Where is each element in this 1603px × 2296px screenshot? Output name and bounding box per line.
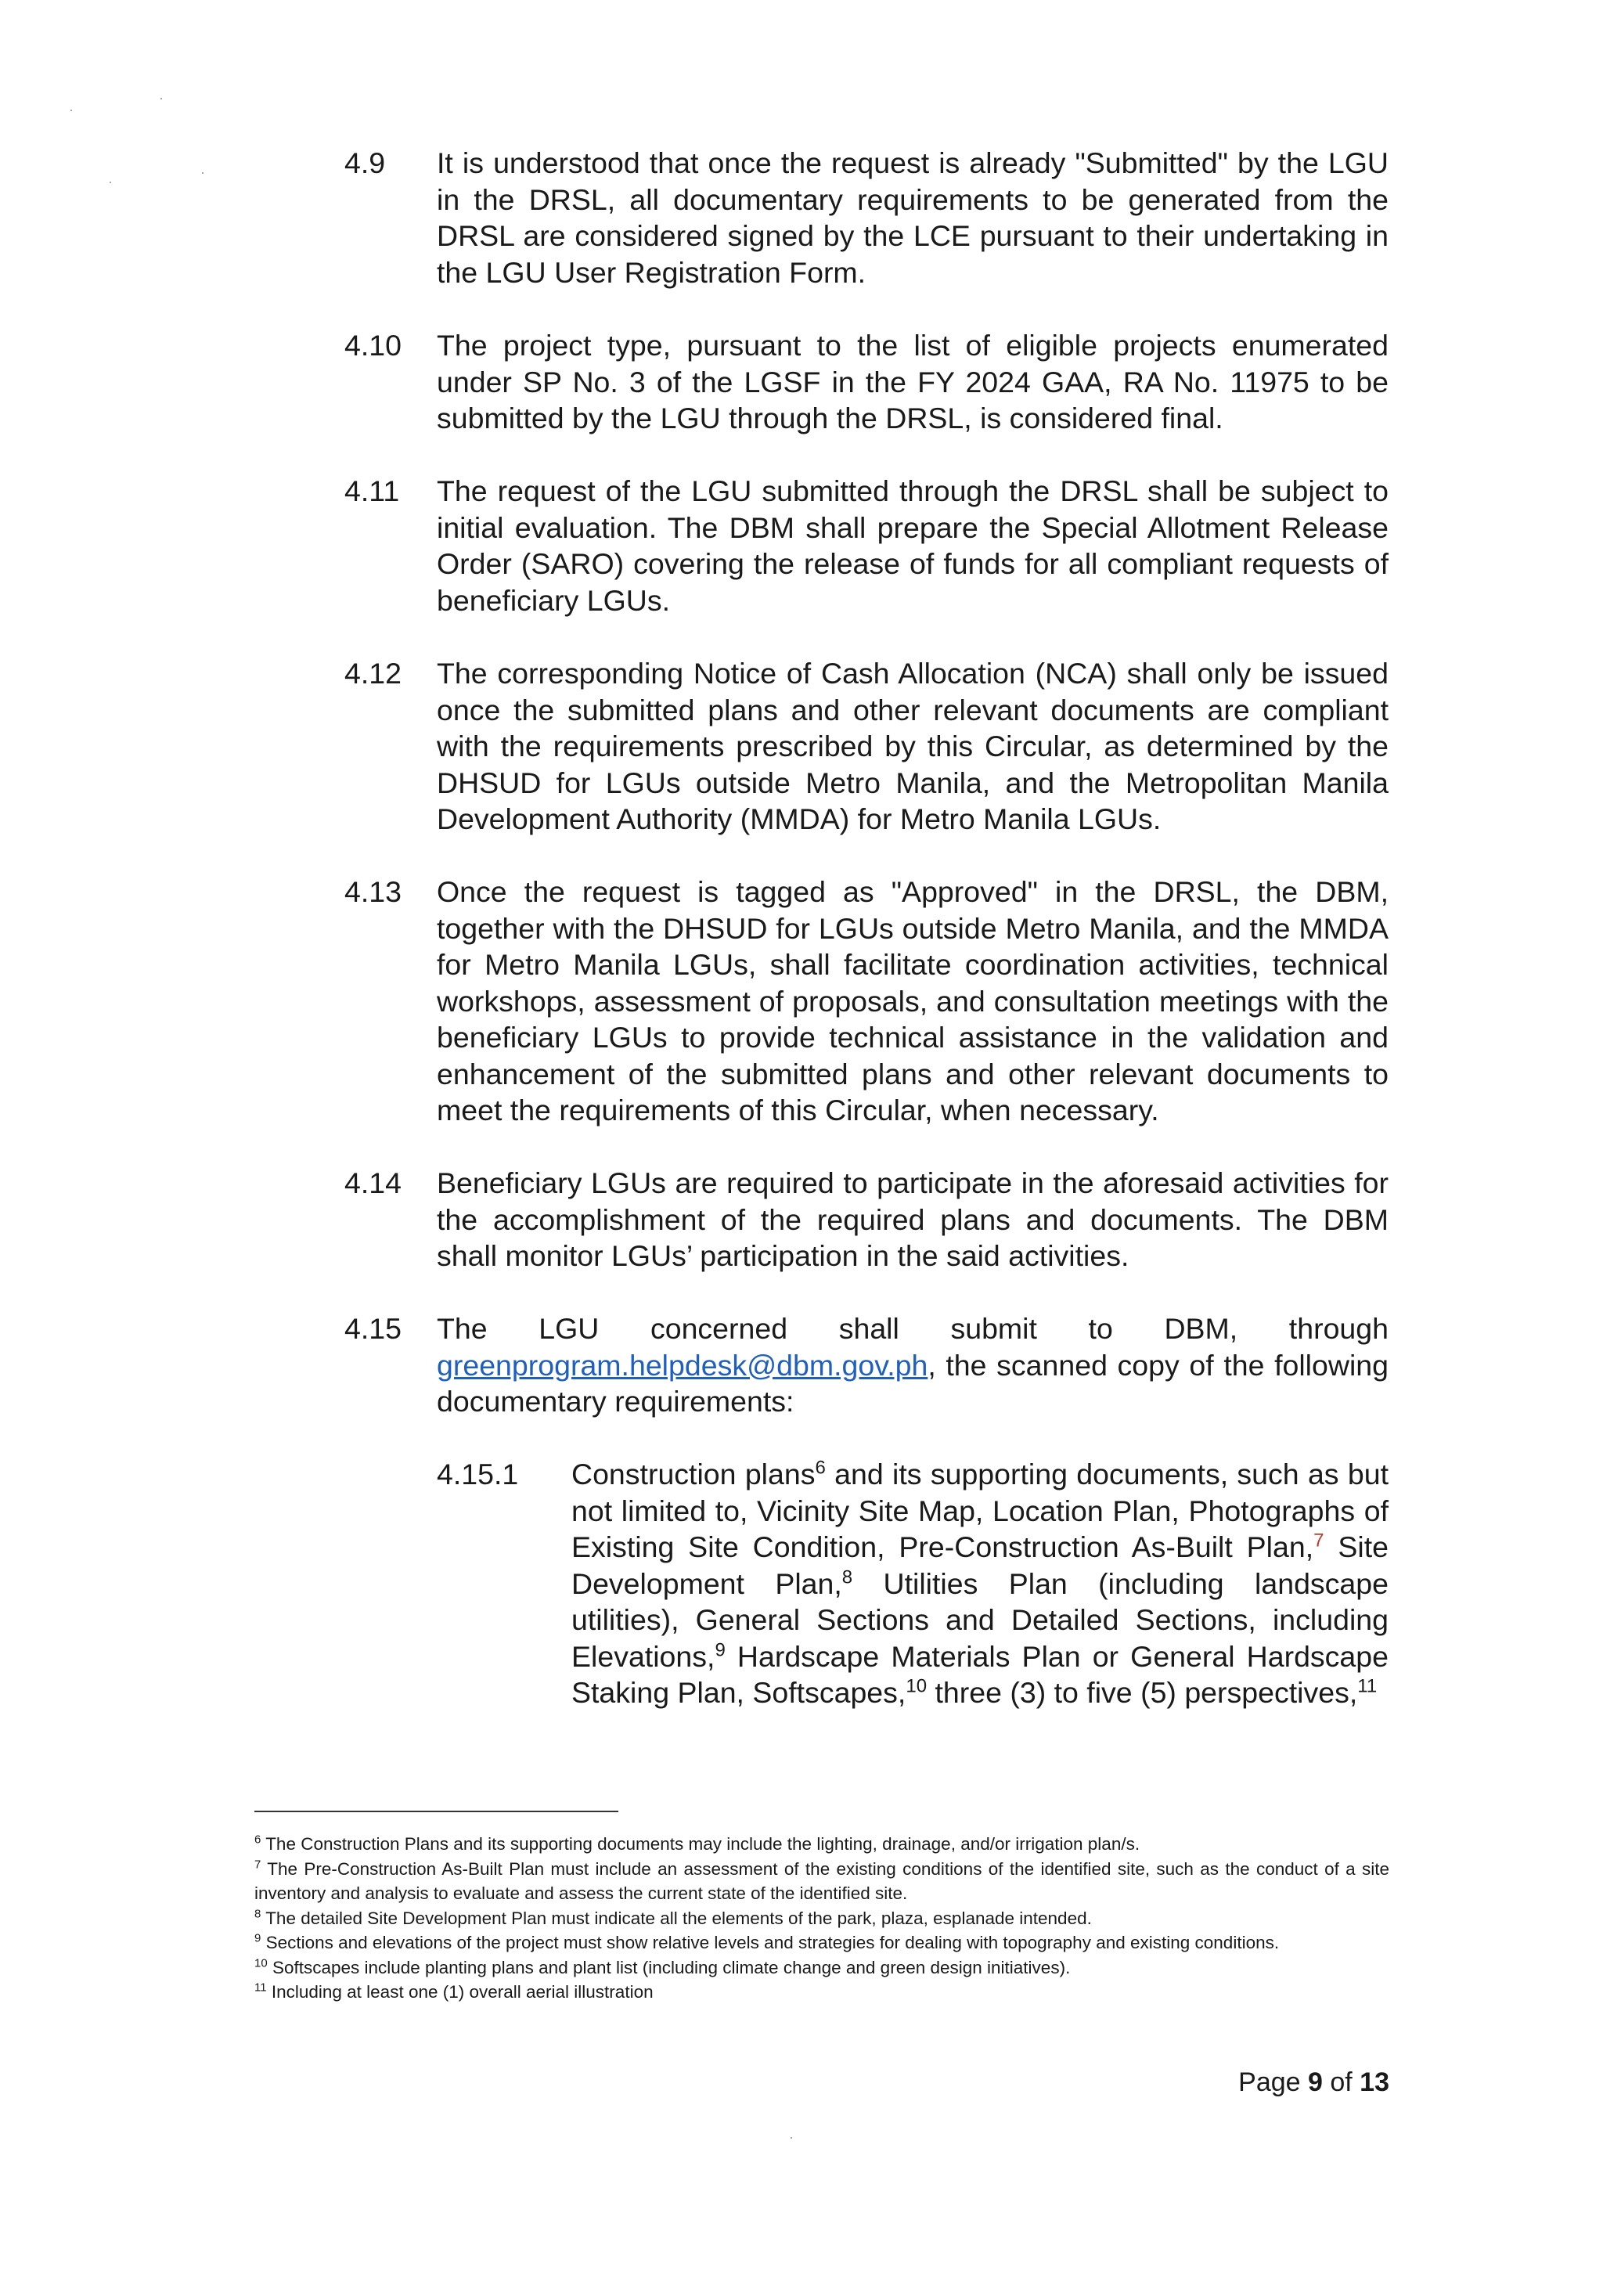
- footnote-11: [254, 1980, 1389, 2005]
- subsection-number: 4.15.1: [437, 1458, 519, 1490]
- subsection-text-part: Hardscape Materials Plan or General Hardscape Staking Plan, Softscapes,: [571, 1639, 1389, 1709]
- subsection-text-part: and its supporting documents, such as but not limited to, Vicinity Site Map, Location Plan, Photographs of Existing Site Condition, Pre-Construction As-Built Plan,: [571, 1458, 1389, 1563]
- footnote-mark: 7: [254, 1858, 261, 1871]
- footnote-ref-10[interactable]: 10: [906, 1675, 928, 1697]
- footnote-10: [254, 1955, 1389, 1981]
- footnote-mark: 10: [254, 1956, 268, 1970]
- footnote-text: Sections and elevations of the project must show relative levels and strategies for dealing with topography and existing conditions.: [261, 1933, 1280, 1952]
- section-4-10: [344, 327, 1389, 437]
- footnote-ref-6[interactable]: 6: [815, 1457, 826, 1479]
- footnote-9: [254, 1930, 1389, 1955]
- footnote-ref-9[interactable]: 9: [715, 1639, 726, 1660]
- scan-speck: [160, 98, 162, 99]
- footnote-text: The detailed Site Development Plan must indicate all the elements of the park, plaza, esplanade intended.: [261, 1908, 1092, 1928]
- scan-speck: [202, 172, 204, 174]
- footnote-text: The Construction Plans and its supporting documents may include the lighting, drainage, and/or irrigation plan/s.: [261, 1834, 1140, 1854]
- section-text: The request of the LGU submitted through the DRSL shall be subject to initial evaluation. The DBM shall prepare the Special Allotment Release Order (SARO) covering the release of funds for all compliant requests of beneficiary LGUs.: [437, 474, 1389, 617]
- subsection-text-part: three (3) to five (5) perspectives,: [927, 1676, 1358, 1709]
- section-4-15: [344, 1310, 1389, 1420]
- footnote-mark: 8: [254, 1907, 261, 1920]
- scan-speck: [110, 182, 111, 183]
- section-text: Beneficiary LGUs are required to participate in the aforesaid activities for the accomplishment of the required plans and documents. The DBM shall monitor LGUs’ participation in the said activities.: [437, 1166, 1389, 1272]
- page-number: [1221, 2067, 1389, 2098]
- footnote-ref-8[interactable]: 8: [841, 1566, 853, 1588]
- section-number: 4.12: [344, 657, 402, 690]
- section-number: 4.9: [344, 146, 386, 179]
- footnote-7: [254, 1857, 1389, 1906]
- section-text-after: , the scanned copy of the following documentary requirements:: [437, 1348, 1389, 1418]
- footnote-mark: 9: [254, 1931, 261, 1945]
- footnote-8: [254, 1906, 1389, 1931]
- page-prefix: Page: [1238, 2067, 1308, 2097]
- subsection-text: [571, 1456, 1389, 1711]
- page-current: 9: [1308, 2067, 1323, 2097]
- section-number: 4.10: [344, 329, 402, 362]
- footnote-6: [254, 1832, 1389, 1857]
- section-number: 4.15: [344, 1312, 402, 1345]
- section-4-13: [344, 874, 1389, 1129]
- section-text: [437, 1310, 1389, 1420]
- section-text: The project type, pursuant to the list of eligible projects enumerated under SP No. 3 of the LGSF in the FY 2024 GAA, RA No. 11975 to be submitted by the LGU through the DRSL, is considered final.: [437, 329, 1389, 434]
- footnote-ref-7[interactable]: 7: [1313, 1530, 1324, 1552]
- subsection-text-part: Utilities Plan (including landscape utilities), General Sections and Detailed Sections, including Elevations,: [571, 1566, 1389, 1673]
- page-middle: of: [1322, 2067, 1360, 2097]
- section-text-before: The LGU concerned shall submit to DBM, through: [437, 1312, 1389, 1345]
- scan-speck: [70, 110, 72, 111]
- section-4-9: [344, 145, 1389, 290]
- section-4-12: [344, 655, 1389, 838]
- footnote-text: Including at least one (1) overall aerial illustration: [266, 1982, 654, 2002]
- section-text: It is understood that once the request is already "Submitted" by the LGU in the DRSL, all documentary requirements to be generated from the DRSL are considered signed by the LCE pursuant to their undertaking in the LGU User Registration Form.: [437, 146, 1389, 289]
- subsection-text-part: Site Development Plan,: [571, 1530, 1389, 1600]
- footnotes: [254, 1832, 1389, 2005]
- subsection-text-part: Construction plans: [571, 1458, 816, 1490]
- footnote-mark: 6: [254, 1833, 261, 1847]
- section-text: The corresponding Notice of Cash Allocation (NCA) shall only be issued once the submitted plans and other relevant documents are compliant with the requirements prescribed by this Circular, as determined by the DHSUD for LGUs outside Metro Manila, and the Metropolitan Manila Development Authority (MMDA) for Metro Manila LGUs.: [437, 657, 1389, 835]
- section-number: 4.11: [344, 474, 400, 507]
- section-text: Once the request is tagged as "Approved" in the DRSL, the DBM, together with the DHSUD for LGUs outside Metro Manila, and the MMDA for Metro Manila LGUs, shall facilitate coordination activities, technical workshops, assessment of proposals, and consultation meetings with the beneficiary LGUs to provide technical assistance in the validation and enhancement of the submitted plans and other relevant documents to meet the requirements of this Circular, when necessary.: [437, 875, 1389, 1126]
- scan-speck: [791, 2137, 792, 2139]
- footnote-text: The Pre-Construction As-Built Plan must include an assessment of the existing conditions of the identified site, such as the conduct of a site inventory and analysis to evaluate and assess the current state of the identified site.: [254, 1858, 1389, 1903]
- footnote-mark: 11: [254, 1981, 267, 1995]
- page-total: 13: [1360, 2067, 1389, 2097]
- footnote-text: Softscapes include planting plans and plant list (including climate change and green design initiatives).: [267, 1957, 1071, 1977]
- section-4-11: [344, 473, 1389, 618]
- helpdesk-email-link[interactable]: greenprogram.helpdesk@dbm.gov.ph: [437, 1348, 928, 1382]
- section-number: 4.14: [344, 1166, 402, 1199]
- footnote-divider: [254, 1811, 618, 1812]
- footnote-ref-11[interactable]: 11: [1357, 1675, 1378, 1697]
- section-number: 4.13: [344, 875, 402, 908]
- subsection-4-15-1: [437, 1456, 1389, 1711]
- section-4-14: [344, 1165, 1389, 1274]
